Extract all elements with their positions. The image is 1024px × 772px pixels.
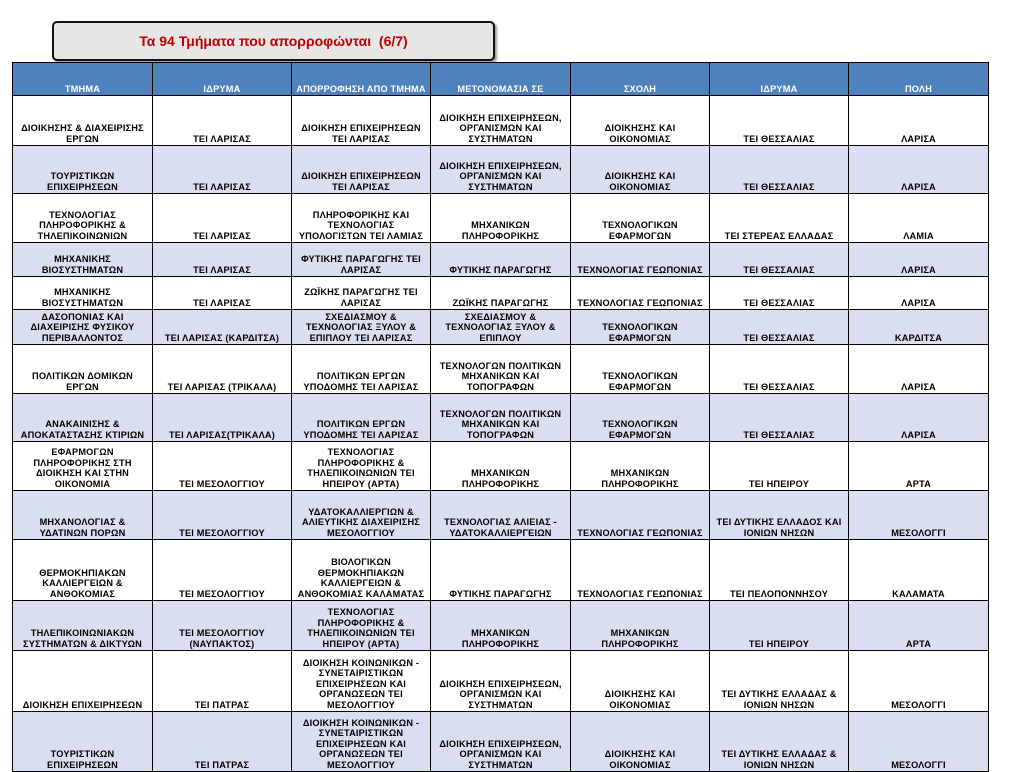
department-cell: ΔΙΟΙΚΗΣΗ ΕΠΙΧΕΙΡΗΣΕΩΝ <box>13 651 153 712</box>
institution-cell: ΤΕΙ ΜΕΣΟΛΟΓΓΙΟΥ <box>153 540 292 601</box>
renamed-to-cell: ΦΥΤΙΚΗΣ ΠΑΡΑΓΩΓΗΣ <box>431 540 571 601</box>
renamed-to-cell: ΖΩΪΚΗΣ ΠΑΡΑΓΩΓΗΣ <box>431 277 571 310</box>
school-cell: ΤΕΧΝΟΛΟΓΙΑΣ ΓΕΩΠΟΝΙΑΣ <box>571 243 710 277</box>
department-cell: ΜΗΧΑΝΟΛΟΓΙΑΣ & ΥΔΑΤΙΝΩΝ ΠΟΡΩΝ <box>13 491 153 540</box>
new-institution-cell: ΤΕΙ ΘΕΣΣΑΛΙΑΣ <box>710 277 849 310</box>
department-cell: ΤΟΥΡΙΣΤΙΚΩΝ ΕΠΙΧΕΙΡΗΣΕΩΝ <box>13 146 153 194</box>
department-cell: ΔΑΣΟΠΟΝΙΑΣ ΚΑΙ ΔΙΑΧΕΙΡΙΣΗΣ ΦΥΣΙΚΟΥ ΠΕΡΙΒΑΛΛΟΝΤΟΣ <box>13 310 153 345</box>
table-row <box>13 394 989 442</box>
city-cell: ΚΑΛΑΜΑΤΑ <box>849 540 989 601</box>
department-cell: ΘΕΡΜΟΚΗΠΙΑΚΩΝ ΚΑΛΛΙΕΡΓΕΙΩΝ & ΑΝΘΟΚΟΜΙΑΣ <box>13 540 153 601</box>
renamed-to-cell: ΣΧΕΔΙΑΣΜΟΥ & ΤΕΧΝΟΛΟΓΙΑΣ ΞΥΛΟΥ & ΕΠΙΠΛΟΥ <box>431 310 571 345</box>
renamed-to-cell: ΤΕΧΝΟΛΟΓΩΝ ΠΟΛΙΤΙΚΩΝ ΜΗΧΑΝΙΚΩΝ ΚΑΙ ΤΟΠΟΓΡΑΦΩΝ <box>431 345 571 394</box>
absorbed-from-cell: ΣΧΕΔΙΑΣΜΟΥ & ΤΕΧΝΟΛΟΓΙΑΣ ΞΥΛΟΥ & ΕΠΙΠΛΟΥ ΤΕΙ ΛΑΡΙΣΑΣ <box>292 310 431 345</box>
renamed-to-cell: ΔΙΟΙΚΗΣΗ ΕΠΙΧΕΙΡΗΣΕΩΝ, ΟΡΓΑΝΙΣΜΩΝ ΚΑΙ ΣΥΣΤΗΜΑΤΩΝ <box>431 146 571 194</box>
city-cell: ΜΕΣΟΛΟΓΓΙ <box>849 712 989 772</box>
header-idryma-new: ΙΔΡΥΜΑ <box>710 63 849 96</box>
city-cell: ΑΡΤΑ <box>849 442 989 491</box>
new-institution-cell: ΤΕΙ ΘΕΣΣΑΛΙΑΣ <box>710 345 849 394</box>
table-row <box>13 540 989 601</box>
city-cell: ΛΑΡΙΣΑ <box>849 96 989 146</box>
table-row <box>13 712 989 772</box>
department-cell: ΔΙΟΙΚΗΣΗΣ & ΔΙΑΧΕΙΡΙΣΗΣ ΕΡΓΩΝ <box>13 96 153 146</box>
header-metonomasia: ΜΕΤΟΝΟΜΑΣΙΑ ΣΕ <box>431 63 571 96</box>
absorbed-from-cell: ΠΛΗΡΟΦΟΡΙΚΗΣ ΚΑΙ ΤΕΧΝΟΛΟΓΙΑΣ ΥΠΟΛΟΓΙΣΤΩΝ ΤΕΙ ΛΑΜΙΑΣ <box>292 194 431 243</box>
departments-table <box>12 62 989 772</box>
absorbed-from-cell: ΤΕΧΝΟΛΟΓΙΑΣ ΠΛΗΡΟΦΟΡΙΚΗΣ & ΤΗΛΕΠΙΚΟΙΝΩΝΙΩΝ ΤΕΙ ΗΠΕΙΡΟΥ (ΑΡΤΑ) <box>292 442 431 491</box>
absorbed-from-cell: ΤΕΧΝΟΛΟΓΙΑΣ ΠΛΗΡΟΦΟΡΙΚΗΣ & ΤΗΛΕΠΙΚΟΙΝΩΝΙΩΝ ΤΕΙ ΗΠΕΙΡΟΥ (ΑΡΤΑ) <box>292 601 431 651</box>
new-institution-cell: ΤΕΙ ΠΕΛΟΠΟΝΝΗΣΟΥ <box>710 540 849 601</box>
school-cell: ΜΗΧΑΝΙΚΩΝ ΠΛΗΡΟΦΟΡΙΚΗΣ <box>571 442 710 491</box>
school-cell: ΤΕΧΝΟΛΟΓΙΑΣ ΓΕΩΠΟΝΙΑΣ <box>571 540 710 601</box>
table-row <box>13 96 989 146</box>
renamed-to-cell: ΜΗΧΑΝΙΚΩΝ ΠΛΗΡΟΦΟΡΙΚΗΣ <box>431 194 571 243</box>
institution-cell: ΤΕΙ ΛΑΡΙΣΑΣ (ΚΑΡΔΙΤΣΑ) <box>153 310 292 345</box>
school-cell: ΔΙΟΙΚΗΣΗΣ ΚΑΙ ΟΙΚΟΝΟΜΙΑΣ <box>571 146 710 194</box>
absorbed-from-cell: ΔΙΟΙΚΗΣΗ ΕΠΙΧΕΙΡΗΣΕΩΝ ΤΕΙ ΛΑΡΙΣΑΣ <box>292 96 431 146</box>
city-cell: ΚΑΡΔΙΤΣΑ <box>849 310 989 345</box>
city-cell: ΛΑΜΙΑ <box>849 194 989 243</box>
school-cell: ΔΙΟΙΚΗΣΗΣ ΚΑΙ ΟΙΚΟΝΟΜΙΑΣ <box>571 712 710 772</box>
new-institution-cell: ΤΕΙ ΘΕΣΣΑΛΙΑΣ <box>710 96 849 146</box>
table-row <box>13 491 989 540</box>
city-cell: ΑΡΤΑ <box>849 601 989 651</box>
institution-cell: ΤΕΙ ΠΑΤΡΑΣ <box>153 651 292 712</box>
header-poli: ΠΟΛΗ <box>849 63 989 96</box>
city-cell: ΛΑΡΙΣΑ <box>849 243 989 277</box>
absorbed-from-cell: ΒΙΟΛΟΓΙΚΩΝ ΘΕΡΜΟΚΗΠΙΑΚΩΝ ΚΑΛΛΙΕΡΓΕΙΩΝ & ΑΝΘΟΚΟΜΙΑΣ ΚΑΛΑΜΑΤΑΣ <box>292 540 431 601</box>
absorbed-from-cell: ΔΙΟΙΚΗΣΗ ΚΟΙΝΩΝΙΚΩΝ - ΣΥΝΕΤΑΙΡΙΣΤΙΚΩΝ ΕΠΙΧΕΙΡΗΣΕΩΝ ΚΑΙ ΟΡΓΑΝΩΣΕΩΝ ΤΕΙ ΜΕΣΟΛΟΓΓΙΟΥ <box>292 651 431 712</box>
absorbed-from-cell: ΠΟΛΙΤΙΚΩΝ ΕΡΓΩΝ ΥΠΟΔΟΜΗΣ ΤΕΙ ΛΑΡΙΣΑΣ <box>292 345 431 394</box>
institution-cell: ΤΕΙ ΛΑΡΙΣΑΣ <box>153 96 292 146</box>
school-cell: ΤΕΧΝΟΛΟΓΙΚΩΝ ΕΦΑΡΜΟΓΩΝ <box>571 194 710 243</box>
new-institution-cell: ΤΕΙ ΘΕΣΣΑΛΙΑΣ <box>710 310 849 345</box>
department-cell: ΤΟΥΡΙΣΤΙΚΩΝ ΕΠΙΧΕΙΡΗΣΕΩΝ <box>13 712 153 772</box>
institution-cell: ΤΕΙ ΠΑΤΡΑΣ <box>153 712 292 772</box>
department-cell: ΠΟΛΙΤΙΚΩΝ ΔΟΜΙΚΩΝ ΕΡΓΩΝ <box>13 345 153 394</box>
new-institution-cell: ΤΕΙ ΔΥΤΙΚΗΣ ΕΛΛΑΔΟΣ ΚΑΙ ΙΟΝΙΩΝ ΝΗΣΩΝ <box>710 491 849 540</box>
city-cell: ΛΑΡΙΣΑ <box>849 394 989 442</box>
institution-cell: ΤΕΙ ΛΑΡΙΣΑΣ <box>153 146 292 194</box>
new-institution-cell: ΤΕΙ ΘΕΣΣΑΛΙΑΣ <box>710 243 849 277</box>
institution-cell: ΤΕΙ ΛΑΡΙΣΑΣ <box>153 277 292 310</box>
city-cell: ΛΑΡΙΣΑ <box>849 345 989 394</box>
table-row <box>13 194 989 243</box>
renamed-to-cell: ΔΙΟΙΚΗΣΗ ΕΠΙΧΕΙΡΗΣΕΩΝ, ΟΡΓΑΝΙΣΜΩΝ ΚΑΙ ΣΥΣΤΗΜΑΤΩΝ <box>431 651 571 712</box>
school-cell: ΤΕΧΝΟΛΟΓΙΚΩΝ ΕΦΑΡΜΟΓΩΝ <box>571 310 710 345</box>
table-row <box>13 310 989 345</box>
table-row <box>13 651 989 712</box>
absorbed-from-cell: ΖΩΪΚΗΣ ΠΑΡΑΓΩΓΗΣ ΤΕΙ ΛΑΡΙΣΑΣ <box>292 277 431 310</box>
table-row <box>13 146 989 194</box>
renamed-to-cell: ΦΥΤΙΚΗΣ ΠΑΡΑΓΩΓΗΣ <box>431 243 571 277</box>
city-cell: ΜΕΣΟΛΟΓΓΙ <box>849 491 989 540</box>
new-institution-cell: ΤΕΙ ΘΕΣΣΑΛΙΑΣ <box>710 146 849 194</box>
header-aporrofisi: ΑΠΟΡΡΟΦΗΣΗ ΑΠΟ ΤΜΗΜΑ <box>292 63 431 96</box>
city-cell: ΛΑΡΙΣΑ <box>849 146 989 194</box>
new-institution-cell: ΤΕΙ ΔΥΤΙΚΗΣ ΕΛΛΑΔΑΣ & ΙΟΝΙΩΝ ΝΗΣΩΝ <box>710 712 849 772</box>
new-institution-cell: ΤΕΙ ΔΥΤΙΚΗΣ ΕΛΛΑΔΑΣ & ΙΟΝΙΩΝ ΝΗΣΩΝ <box>710 651 849 712</box>
table-row <box>13 601 989 651</box>
absorbed-from-cell: ΔΙΟΙΚΗΣΗ ΕΠΙΧΕΙΡΗΣΕΩΝ ΤΕΙ ΛΑΡΙΣΑΣ <box>292 146 431 194</box>
renamed-to-cell: ΤΕΧΝΟΛΟΓΙΑΣ ΑΛΙΕΙΑΣ - ΥΔΑΤΟΚΑΛΛΙΕΡΓΕΙΩΝ <box>431 491 571 540</box>
institution-cell: ΤΕΙ ΜΕΣΟΛΟΓΓΙΟΥ (ΝΑΥΠΑΚΤΟΣ) <box>153 601 292 651</box>
header-scholi: ΣΧΟΛΗ <box>571 63 710 96</box>
table-row <box>13 345 989 394</box>
table-row <box>13 243 989 277</box>
school-cell: ΤΕΧΝΟΛΟΓΙΚΩΝ ΕΦΑΡΜΟΓΩΝ <box>571 394 710 442</box>
renamed-to-cell: ΔΙΟΙΚΗΣΗ ΕΠΙΧΕΙΡΗΣΕΩΝ, ΟΡΓΑΝΙΣΜΩΝ ΚΑΙ ΣΥΣΤΗΜΑΤΩΝ <box>431 712 571 772</box>
renamed-to-cell: ΜΗΧΑΝΙΚΩΝ ΠΛΗΡΟΦΟΡΙΚΗΣ <box>431 601 571 651</box>
page-title: Τα 94 Τμήματα που απορροφώνται (6/7) <box>52 21 495 61</box>
institution-cell: ΤΕΙ ΛΑΡΙΣΑΣ <box>153 194 292 243</box>
table-header-row <box>13 63 989 96</box>
institution-cell: ΤΕΙ ΜΕΣΟΛΟΓΓΙΟΥ <box>153 491 292 540</box>
institution-cell: ΤΕΙ ΛΑΡΙΣΑΣ (ΤΡΙΚΑΛΑ) <box>153 345 292 394</box>
institution-cell: ΤΕΙ ΛΑΡΙΣΑΣ <box>153 243 292 277</box>
institution-cell: ΤΕΙ ΛΑΡΙΣΑΣ(ΤΡΙΚΑΛΑ) <box>153 394 292 442</box>
school-cell: ΤΕΧΝΟΛΟΓΙΑΣ ΓΕΩΠΟΝΙΑΣ <box>571 277 710 310</box>
header-tmima: ΤΜΗΜΑ <box>13 63 153 96</box>
institution-cell: ΤΕΙ ΜΕΣΟΛΟΓΓΙΟΥ <box>153 442 292 491</box>
renamed-to-cell: ΔΙΟΙΚΗΣΗ ΕΠΙΧΕΙΡΗΣΕΩΝ, ΟΡΓΑΝΙΣΜΩΝ ΚΑΙ ΣΥΣΤΗΜΑΤΩΝ <box>431 96 571 146</box>
new-institution-cell: ΤΕΙ ΘΕΣΣΑΛΙΑΣ <box>710 394 849 442</box>
school-cell: ΔΙΟΙΚΗΣΗΣ ΚΑΙ ΟΙΚΟΝΟΜΙΑΣ <box>571 96 710 146</box>
new-institution-cell: ΤΕΙ ΗΠΕΙΡΟΥ <box>710 601 849 651</box>
new-institution-cell: ΤΕΙ ΗΠΕΙΡΟΥ <box>710 442 849 491</box>
department-cell: ΤΕΧΝΟΛΟΓΙΑΣ ΠΛΗΡΟΦΟΡΙΚΗΣ & ΤΗΛΕΠΙΚΟΙΝΩΝΙΩΝ <box>13 194 153 243</box>
school-cell: ΔΙΟΙΚΗΣΗΣ ΚΑΙ ΟΙΚΟΝΟΜΙΑΣ <box>571 651 710 712</box>
absorbed-from-cell: ΔΙΟΙΚΗΣΗ ΚΟΙΝΩΝΙΚΩΝ - ΣΥΝΕΤΑΙΡΙΣΤΙΚΩΝ ΕΠΙΧΕΙΡΗΣΕΩΝ ΚΑΙ ΟΡΓΑΝΩΣΕΩΝ ΤΕΙ ΜΕΣΟΛΟΓΓΙΟΥ <box>292 712 431 772</box>
school-cell: ΤΕΧΝΟΛΟΓΙΚΩΝ ΕΦΑΡΜΟΓΩΝ <box>571 345 710 394</box>
absorbed-from-cell: ΠΟΛΙΤΙΚΩΝ ΕΡΓΩΝ ΥΠΟΔΟΜΗΣ ΤΕΙ ΛΑΡΙΣΑΣ <box>292 394 431 442</box>
renamed-to-cell: ΜΗΧΑΝΙΚΩΝ ΠΛΗΡΟΦΟΡΙΚΗΣ <box>431 442 571 491</box>
department-cell: ΑΝΑΚΑΙΝΙΣΗΣ & ΑΠΟΚΑΤΑΣΤΑΣΗΣ ΚΤΙΡΙΩΝ <box>13 394 153 442</box>
header-idryma: ΙΔΡΥΜΑ <box>153 63 292 96</box>
department-cell: ΜΗΧΑΝΙΚΗΣ ΒΙΟΣΥΣΤΗΜΑΤΩΝ <box>13 277 153 310</box>
school-cell: ΤΕΧΝΟΛΟΓΙΑΣ ΓΕΩΠΟΝΙΑΣ <box>571 491 710 540</box>
new-institution-cell: ΤΕΙ ΣΤΕΡΕΑΣ ΕΛΛΑΔΑΣ <box>710 194 849 243</box>
department-cell: ΤΗΛΕΠΙΚΟΙΝΩΝΙΑΚΩΝ ΣΥΣΤΗΜΑΤΩΝ & ΔΙΚΤΥΩΝ <box>13 601 153 651</box>
department-cell: ΕΦΑΡΜΟΓΩΝ ΠΛΗΡΟΦΟΡΙΚΗΣ ΣΤΗ ΔΙΟΙΚΗΣΗ ΚΑΙ ΣΤΗΝ ΟΙΚΟΝΟΜΙΑ <box>13 442 153 491</box>
city-cell: ΜΕΣΟΛΟΓΓΙ <box>849 651 989 712</box>
table-row <box>13 277 989 310</box>
absorbed-from-cell: ΦΥΤΙΚΗΣ ΠΑΡΑΓΩΓΗΣ ΤΕΙ ΛΑΡΙΣΑΣ <box>292 243 431 277</box>
table-row <box>13 442 989 491</box>
renamed-to-cell: ΤΕΧΝΟΛΟΓΩΝ ΠΟΛΙΤΙΚΩΝ ΜΗΧΑΝΙΚΩΝ ΚΑΙ ΤΟΠΟΓΡΑΦΩΝ <box>431 394 571 442</box>
city-cell: ΛΑΡΙΣΑ <box>849 277 989 310</box>
school-cell: ΜΗΧΑΝΙΚΩΝ ΠΛΗΡΟΦΟΡΙΚΗΣ <box>571 601 710 651</box>
department-cell: ΜΗΧΑΝΙΚΗΣ ΒΙΟΣΥΣΤΗΜΑΤΩΝ <box>13 243 153 277</box>
absorbed-from-cell: ΥΔΑΤΟΚΑΛΛΙΕΡΓΙΩΝ & ΑΛΙΕΥΤΙΚΗΣ ΔΙΑΧΕΙΡΙΣΗΣ ΜΕΣΟΛΟΓΓΙΟΥ <box>292 491 431 540</box>
